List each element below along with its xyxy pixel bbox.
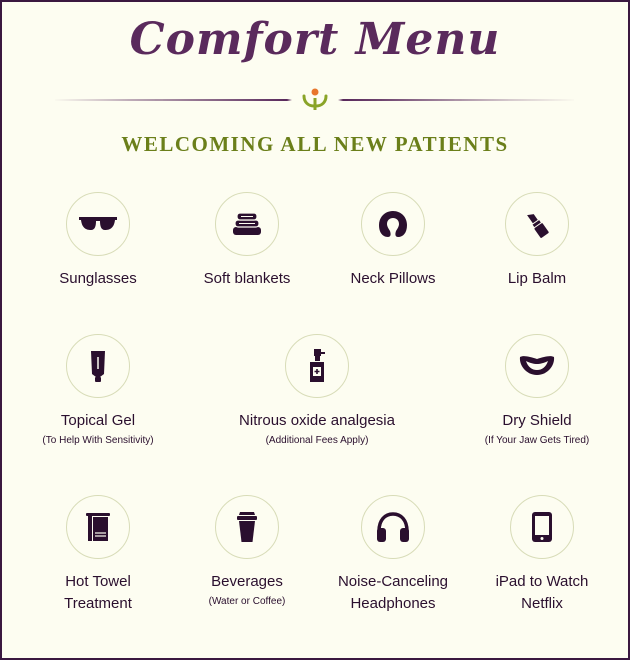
menu-item-lip-balm: [437, 192, 630, 290]
item-label: Beverages: [211, 573, 283, 590]
item-note: (Water or Coffee): [208, 596, 286, 607]
item-label: Dry Shield: [502, 412, 572, 429]
item-label: Soft blankets: [203, 270, 291, 287]
menu-item-topical-gel: [0, 334, 198, 446]
item-label: Noise-Canceling Headphones: [337, 573, 449, 612]
gel-tube-icon: [88, 349, 108, 383]
menu-item-ipad: [442, 495, 630, 615]
item-label: Topical Gel: [60, 412, 136, 429]
item-note: (If Your Jaw Gets Tired): [484, 435, 590, 446]
neck-pillow-icon: [377, 209, 409, 239]
blankets-icon: [231, 211, 263, 237]
ornament-divider: [52, 88, 578, 112]
headphones-icon: [375, 511, 411, 543]
lip-balm-icon: [524, 209, 550, 239]
item-note: (Additional Fees Apply): [265, 435, 369, 446]
item-note: (To Help With Sensitivity): [42, 435, 154, 446]
tablet-icon: [530, 511, 554, 543]
mouthguard-icon: [518, 353, 556, 379]
menu-item-nitrous-oxide: [217, 334, 417, 446]
item-label: Sunglasses: [59, 270, 137, 287]
coffee-cup-icon: [234, 511, 260, 543]
item-label: Hot Towel Treatment: [64, 573, 132, 612]
item-label: Lip Balm: [507, 270, 567, 287]
menu-item-dry-shield: [437, 334, 630, 446]
item-label: iPad to Watch Netflix: [495, 573, 589, 612]
page-title: Comfort Menu: [129, 14, 501, 65]
section-subtitle: WELCOMING ALL NEW PATIENTS: [121, 132, 509, 156]
item-label: Neck Pillows: [350, 270, 436, 287]
spray-bottle-icon: [306, 348, 328, 384]
towel-icon: [85, 511, 111, 543]
sunglasses-icon: [78, 214, 118, 234]
item-label: Nitrous oxide analgesia: [239, 412, 395, 429]
